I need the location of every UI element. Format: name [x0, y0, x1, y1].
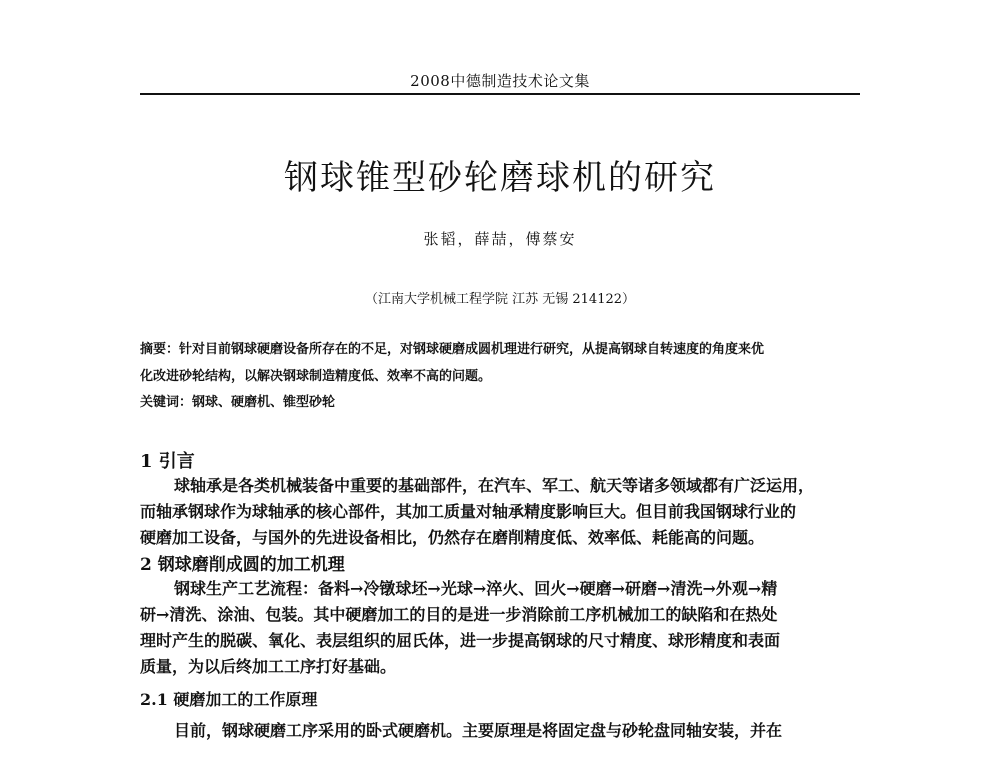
body-line: 球轴承是各类机械装备中重要的基础部件，在汽车、军工、航天等诸多领域都有广泛运用， — [174, 476, 815, 495]
section-heading-introduction: 1 引言 — [140, 451, 195, 472]
body-line: 硬磨加工设备，与国外的先进设备相比，仍然存在磨削精度低、效率低、耗能高的问题。 — [140, 528, 765, 547]
header-rule — [140, 93, 860, 95]
abstract-line: 化改进砂轮结构，以解决钢球制造精度低、效率不高的问题。 — [140, 369, 492, 384]
keywords-text: 钢球、硬磨机、锥型砂轮 — [192, 395, 336, 410]
keywords — [140, 391, 860, 410]
body-line: 目前，钢球硬磨工序采用的卧式硬磨机。主要原理是将固定盘与砂轮盘同轴安装，并在 — [174, 721, 783, 740]
running-head: 2008中德制造技术论文集 — [410, 72, 590, 90]
abstract-line: 摘要：针对目前钢球硬磨设备所存在的不足，对钢球硬磨成圆机理进行研究，从提高钢球自转速度的角度来优 — [140, 342, 765, 357]
section-body-principle — [140, 718, 860, 744]
body-line: 研→清洗、涂油、包装。其中硬磨加工的目的是进一步消除前工序机械加工的缺陷和在热处 — [140, 605, 778, 624]
section-body-introduction — [140, 473, 860, 551]
body-line: 质量，为以后终加工工序打好基础。 — [140, 657, 397, 676]
abstract-label: 摘要： — [140, 342, 180, 357]
section-heading-mechanism: 2 钢球磨削成圆的加工机理 — [140, 555, 345, 575]
section-heading-principle: 2.1 硬磨加工的工作原理 — [140, 690, 318, 709]
author-list: 张韬，薛喆，傅蔡安 — [423, 230, 577, 248]
body-line: 理时产生的脱碳、氧化、表层组织的屈氏体，进一步提高钢球的尺寸精度、球形精度和表面 — [140, 631, 781, 650]
body-line: 钢球生产工艺流程：备料→冷镦球坯→光球→淬火、回火→硬磨→研磨→清洗→外观→精 — [174, 579, 778, 598]
abstract — [140, 336, 860, 390]
affiliation: （江南大学机械工程学院 江苏 无锡 214122） — [364, 292, 636, 307]
body-line: 而轴承钢球作为球轴承的核心部件，其加工质量对轴承精度影响巨大。但目前我国钢球行业的 — [140, 502, 797, 521]
section-body-mechanism — [140, 576, 860, 680]
paper-title: 钢球锥型砂轮磨球机的研究 — [284, 158, 716, 198]
keywords-label: 关键词： — [140, 395, 193, 410]
